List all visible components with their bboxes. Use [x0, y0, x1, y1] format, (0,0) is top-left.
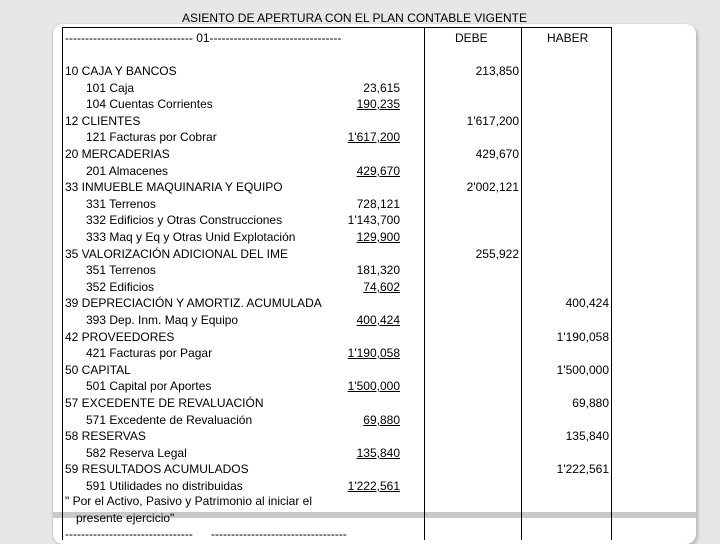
sub-account-amount: 400,424 — [356, 313, 400, 327]
sub-account-amount: 135,840 — [356, 446, 400, 460]
sub-account-label: 101 Caja — [86, 81, 135, 95]
sub-account-amount: 1'143,700 — [347, 213, 400, 227]
haber-amount: 1'190,058 — [556, 330, 609, 344]
sub-account-label: 104 Cuentas Corrientes — [86, 97, 213, 111]
footer-dashes-left: -------------------------------- — [65, 527, 193, 541]
sub-account-label: 352 Edificios — [86, 280, 155, 294]
debe-amount: 2'002,121 — [466, 180, 519, 194]
debe-column-left-border — [424, 27, 425, 540]
sub-account-label: 333 Maq y Eq y Otras Unid Explotación — [86, 230, 296, 244]
sub-account-amount: 74,602 — [363, 280, 400, 294]
footer-dashes-right: ---------------------------------- — [211, 527, 347, 541]
account-header: 57 EXCEDENTE DE REVALUACIÓN — [65, 396, 264, 410]
gloss-line-2: presente ejercicio" — [76, 511, 175, 525]
debe-amount: 429,670 — [475, 147, 519, 161]
table-right-border — [611, 27, 612, 540]
sub-account-label: 421 Facturas por Pagar — [86, 346, 213, 360]
table-left-border — [62, 27, 63, 540]
sub-account-label: 582 Reserva Legal — [86, 446, 187, 460]
sub-account-amount: 728,121 — [356, 197, 400, 211]
debe-header: DEBE — [455, 31, 488, 45]
account-header: 20 MERCADERIAS — [65, 147, 170, 161]
account-header: 50 CAPITAL — [65, 363, 131, 377]
debe-amount: 213,850 — [475, 64, 519, 78]
entry-number-header: -------------------------------- 01--------------------------------- — [65, 31, 342, 45]
debe-amount: 255,922 — [475, 247, 519, 261]
haber-amount: 69,880 — [572, 396, 609, 410]
sub-account-amount: 69,880 — [363, 413, 400, 427]
page-title: ASIENTO DE APERTURA CON EL PLAN CONTABLE VIGENTE — [182, 11, 527, 25]
sub-account-amount: 1'617,200 — [347, 130, 400, 144]
sub-account-amount: 190,235 — [356, 97, 400, 111]
sub-account-label: 571 Excedente de Revaluación — [86, 413, 253, 427]
haber-amount: 1'500,000 — [556, 363, 609, 377]
account-header: 33 INMUEBLE MAQUINARIA Y EQUIPO — [65, 180, 283, 194]
sub-account-amount: 181,320 — [356, 263, 400, 277]
sub-account-amount: 129,900 — [356, 230, 400, 244]
haber-amount: 1'222,561 — [556, 462, 609, 476]
sub-account-amount: 1'190,058 — [347, 346, 400, 360]
sub-account-label: 201 Almacenes — [86, 164, 169, 178]
haber-amount: 400,424 — [565, 296, 609, 310]
sub-account-label: 121 Facturas por Cobrar — [86, 130, 217, 144]
account-header: 10 CAJA Y BANCOS — [65, 64, 177, 78]
sub-account-label: 393 Dep. Inm. Maq y Equipo — [86, 313, 239, 327]
haber-amount: 135,840 — [565, 429, 609, 443]
sub-account-label: 332 Edificios y Otras Construcciones — [86, 213, 283, 227]
sub-account-label: 331 Terrenos — [86, 197, 156, 211]
table-top-border — [62, 27, 612, 28]
account-header: 35 VALORIZACIÓN ADICIONAL DEL IME — [65, 247, 288, 261]
gloss-line-1: " Por el Activo, Pasivo y Patrimonio al iniciar el — [65, 494, 313, 508]
sub-account-label: 351 Terrenos — [86, 263, 156, 277]
debe-amount: 1'617,200 — [466, 114, 519, 128]
account-header: 59 RESULTADOS ACUMULADOS — [65, 462, 249, 476]
sub-account-amount: 23,615 — [363, 81, 400, 95]
haber-header: HABER — [547, 31, 589, 45]
sub-account-label: 591 Utilidades no distribuidas — [86, 479, 243, 493]
debe-haber-divider — [521, 27, 522, 540]
account-header: 12 CLIENTES — [65, 114, 141, 128]
account-header: 42 PROVEEDORES — [65, 330, 175, 344]
account-header: 39 DEPRECIACIÓN Y AMORTIZ. ACUMULADA — [65, 296, 322, 310]
account-header: 58 RESERVAS — [65, 429, 146, 443]
sub-account-amount: 1'500,000 — [347, 379, 400, 393]
sub-account-amount: 1'222,561 — [347, 479, 400, 493]
sub-account-amount: 429,670 — [356, 164, 400, 178]
sub-account-label: 501 Capital por Aportes — [86, 379, 212, 393]
